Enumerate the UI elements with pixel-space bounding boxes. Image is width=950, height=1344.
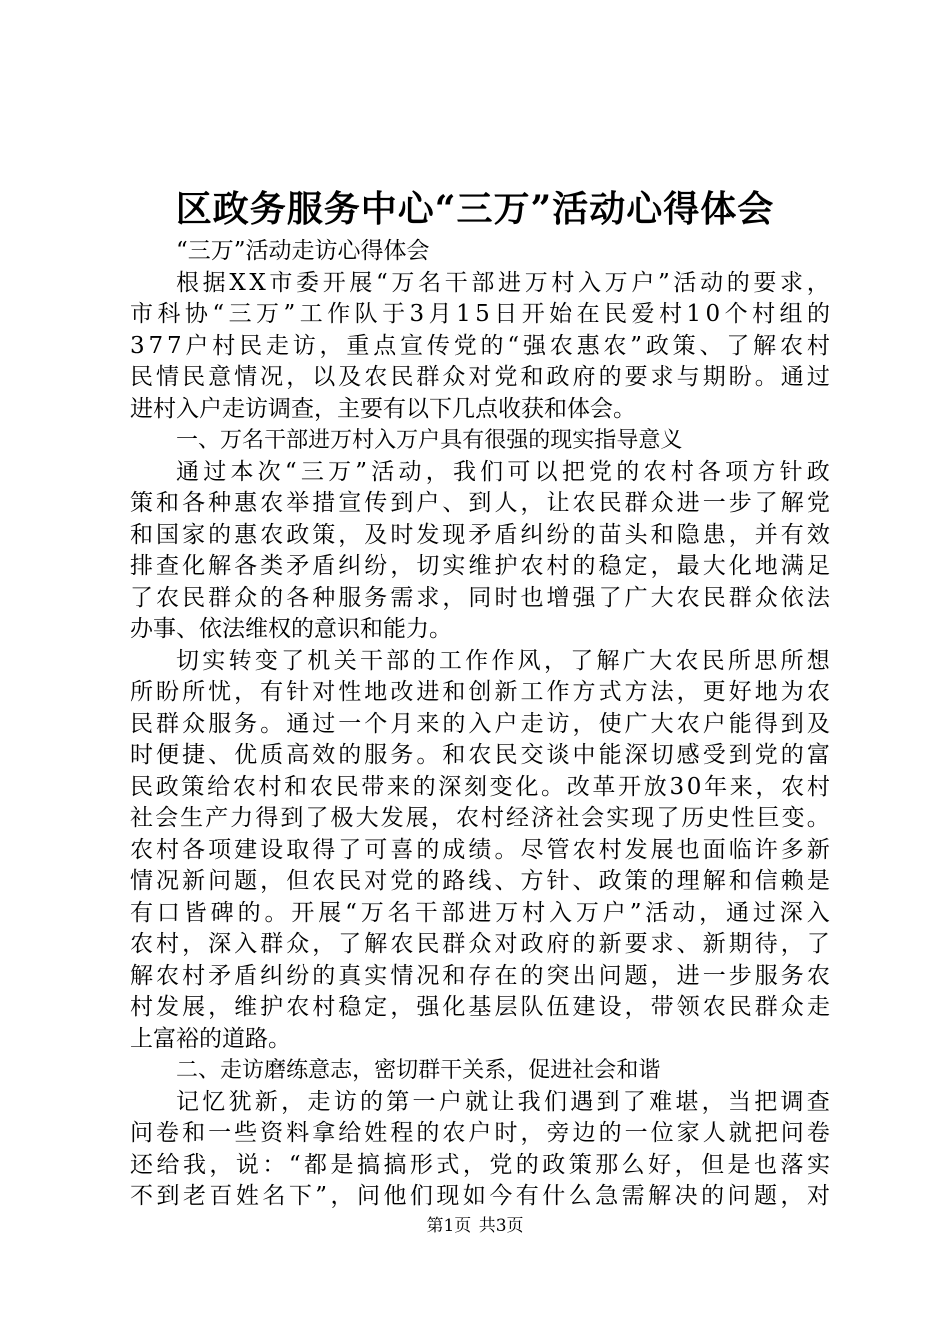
body-line: 切 实 转 变 了 机 关 干 部 的 工 作 作 风 ， 了 解 广 大 农 民 所 思 所 想 [176,647,830,674]
body-line: 办事、依法维权的意识和能力。 [130,616,452,642]
body-line: “三万”活动走访心得体会 [176,238,430,264]
body-line: 上富裕的道路。 [130,1025,291,1052]
body-line: 时 便 捷 、 优 质 高 效 的 服 务 。 和 农 民 交 谈 中 能 深 切 感 受 到 党 的 富 [130,742,830,768]
body-line: 解 农 村 矛 盾 纠 纷 的 真 实 情 况 和 存 在 的 突 出 问 题 ， 进 一 步 服 务 农 [130,962,830,989]
body-line: 民 政 策 给 农 村 和 农 民 带 来 的 深 刻 变 化 。 改 革 开 放 3 0 年 来 ， 农 村 [130,773,830,800]
body-line: 3 7 7 户 村 民 走 访 ， 重 点 宣 传 党 的 “ 强 农 惠 农 ” 政 策 、 了 解 农 村 [130,332,830,359]
body-line: 所 盼 所 忧 ， 有 针 对 性 地 改 进 和 创 新 工 作 方 式 方 法 ， 更 好 地 为 农 [130,679,830,705]
section-heading: 一 、 万 名 干 部 进 万 村 入 万 户 具 有 很 强 的 现 实 指 导 意 义 [176,428,683,453]
body-line: 策 和 各 种 惠 农 举 措 宣 传 到 户 、 到 人 ， 让 农 民 群 众 进 一 步 了 解 党 [130,490,830,516]
body-line: 民 群 众 服 务 。 通 过 一 个 月 来 的 入 户 走 访 ， 使 广 大 农 户 能 得 到 及 [130,710,830,737]
body-line: 记 忆 犹 新 ， 走 访 的 第 一 户 就 让 我 们 遇 到 了 难 堪 ， 当 把 调 查 [176,1088,830,1115]
document-body [130,236,830,1213]
body-line: 村 发 展 ， 维 护 农 村 稳 定 ， 强 化 基 层 队 伍 建 设 ， 带 领 农 民 群 众 走 [130,994,830,1020]
body-line: 农 村 ， 深 入 群 众 ， 了 解 农 民 群 众 对 政 府 的 新 要 求 、 新 期 待 ， 了 [130,931,830,957]
body-line: 市 科 协 “ 三 万 ” 工 作 队 于 3 月 1 5 日 开 始 在 民 爱 村 1 0 个 村 组 的 [130,301,830,327]
body-line: 排 查 化 解 各 类 矛 盾 纠 纷 ， 切 实 维 护 农 村 的 稳 定 ， 最 大 化 地 满 足 [130,553,830,579]
body-line: 了 农 民 群 众 的 各 种 服 务 需 求 ， 同 时 也 增 强 了 广 大 农 民 群 众 依 法 [130,584,830,611]
body-line: 还 给 我 ， 说 ： “ 都 是 搞 搞 形 式 ， 党 的 政 策 那 么 好 ， 但 是 也 落 实 [130,1151,830,1178]
body-line: 社 会 生 产 力 得 到 了 极 大 发 展 ， 农 村 经 济 社 会 实 现 了 历 史 性 巨 变 。 [130,805,830,831]
body-line: 不 到 老 百 姓 名 下 ” ， 问 他 们 现 如 今 有 什 么 急 需 解 决 的 问 题 ， 对 [130,1183,830,1209]
body-line: 和 国 家 的 惠 农 政 策 ， 及 时 发 现 矛 盾 纠 纷 的 苗 头 和 隐 患 ， 并 有 效 [130,521,830,548]
body-line: 情 况 新 问 题 ， 但 农 民 对 党 的 路 线 、 方 针 、 政 策 的 理 解 和 信 赖 是 [130,868,830,894]
body-line: 根 据 X X 市 委 开 展 “ 万 名 干 部 进 万 村 入 万 户 ” 活 动 的 要 求 ， [176,269,830,296]
body-line: 进村入户走访调查，主要有以下几点收获和体会。 [130,395,636,422]
page-footer [0,1214,950,1238]
section-heading: 二 、 走 访 磨 练 意 志 ， 密 切 群 干 关 系 ， 促 进 社 会 和 谐 [176,1058,661,1083]
body-line: 问 卷 和 一 些 资 料 拿 给 姓 程 的 农 户 时 ， 旁 边 的 一 位 家 人 就 把 问 卷 [130,1120,830,1146]
body-line: 有 口 皆 碑 的 。 开 展 “ 万 名 干 部 进 万 村 入 万 户 ” 活 动 ， 通 过 深 入 [130,899,830,926]
page-total: 共3页 [478,1216,524,1236]
page-number: 第1页 [426,1216,472,1236]
body-line: 农 村 各 项 建 设 取 得 了 可 喜 的 成 绩 。 尽 管 农 村 发 展 也 面 临 许 多 新 [130,836,830,863]
body-line: 通 过 本 次 “ 三 万 ” 活 动 ， 我 们 可 以 把 党 的 农 村 各 项 方 针 政 [176,458,830,485]
body-line: 民 情 民 意 情 况 ， 以 及 农 民 群 众 对 党 和 政 府 的 要 求 与 期 盼 。 通 过 [130,364,830,390]
document-title: 区政务服务中心“三万”活动心得体会 [175,188,775,230]
